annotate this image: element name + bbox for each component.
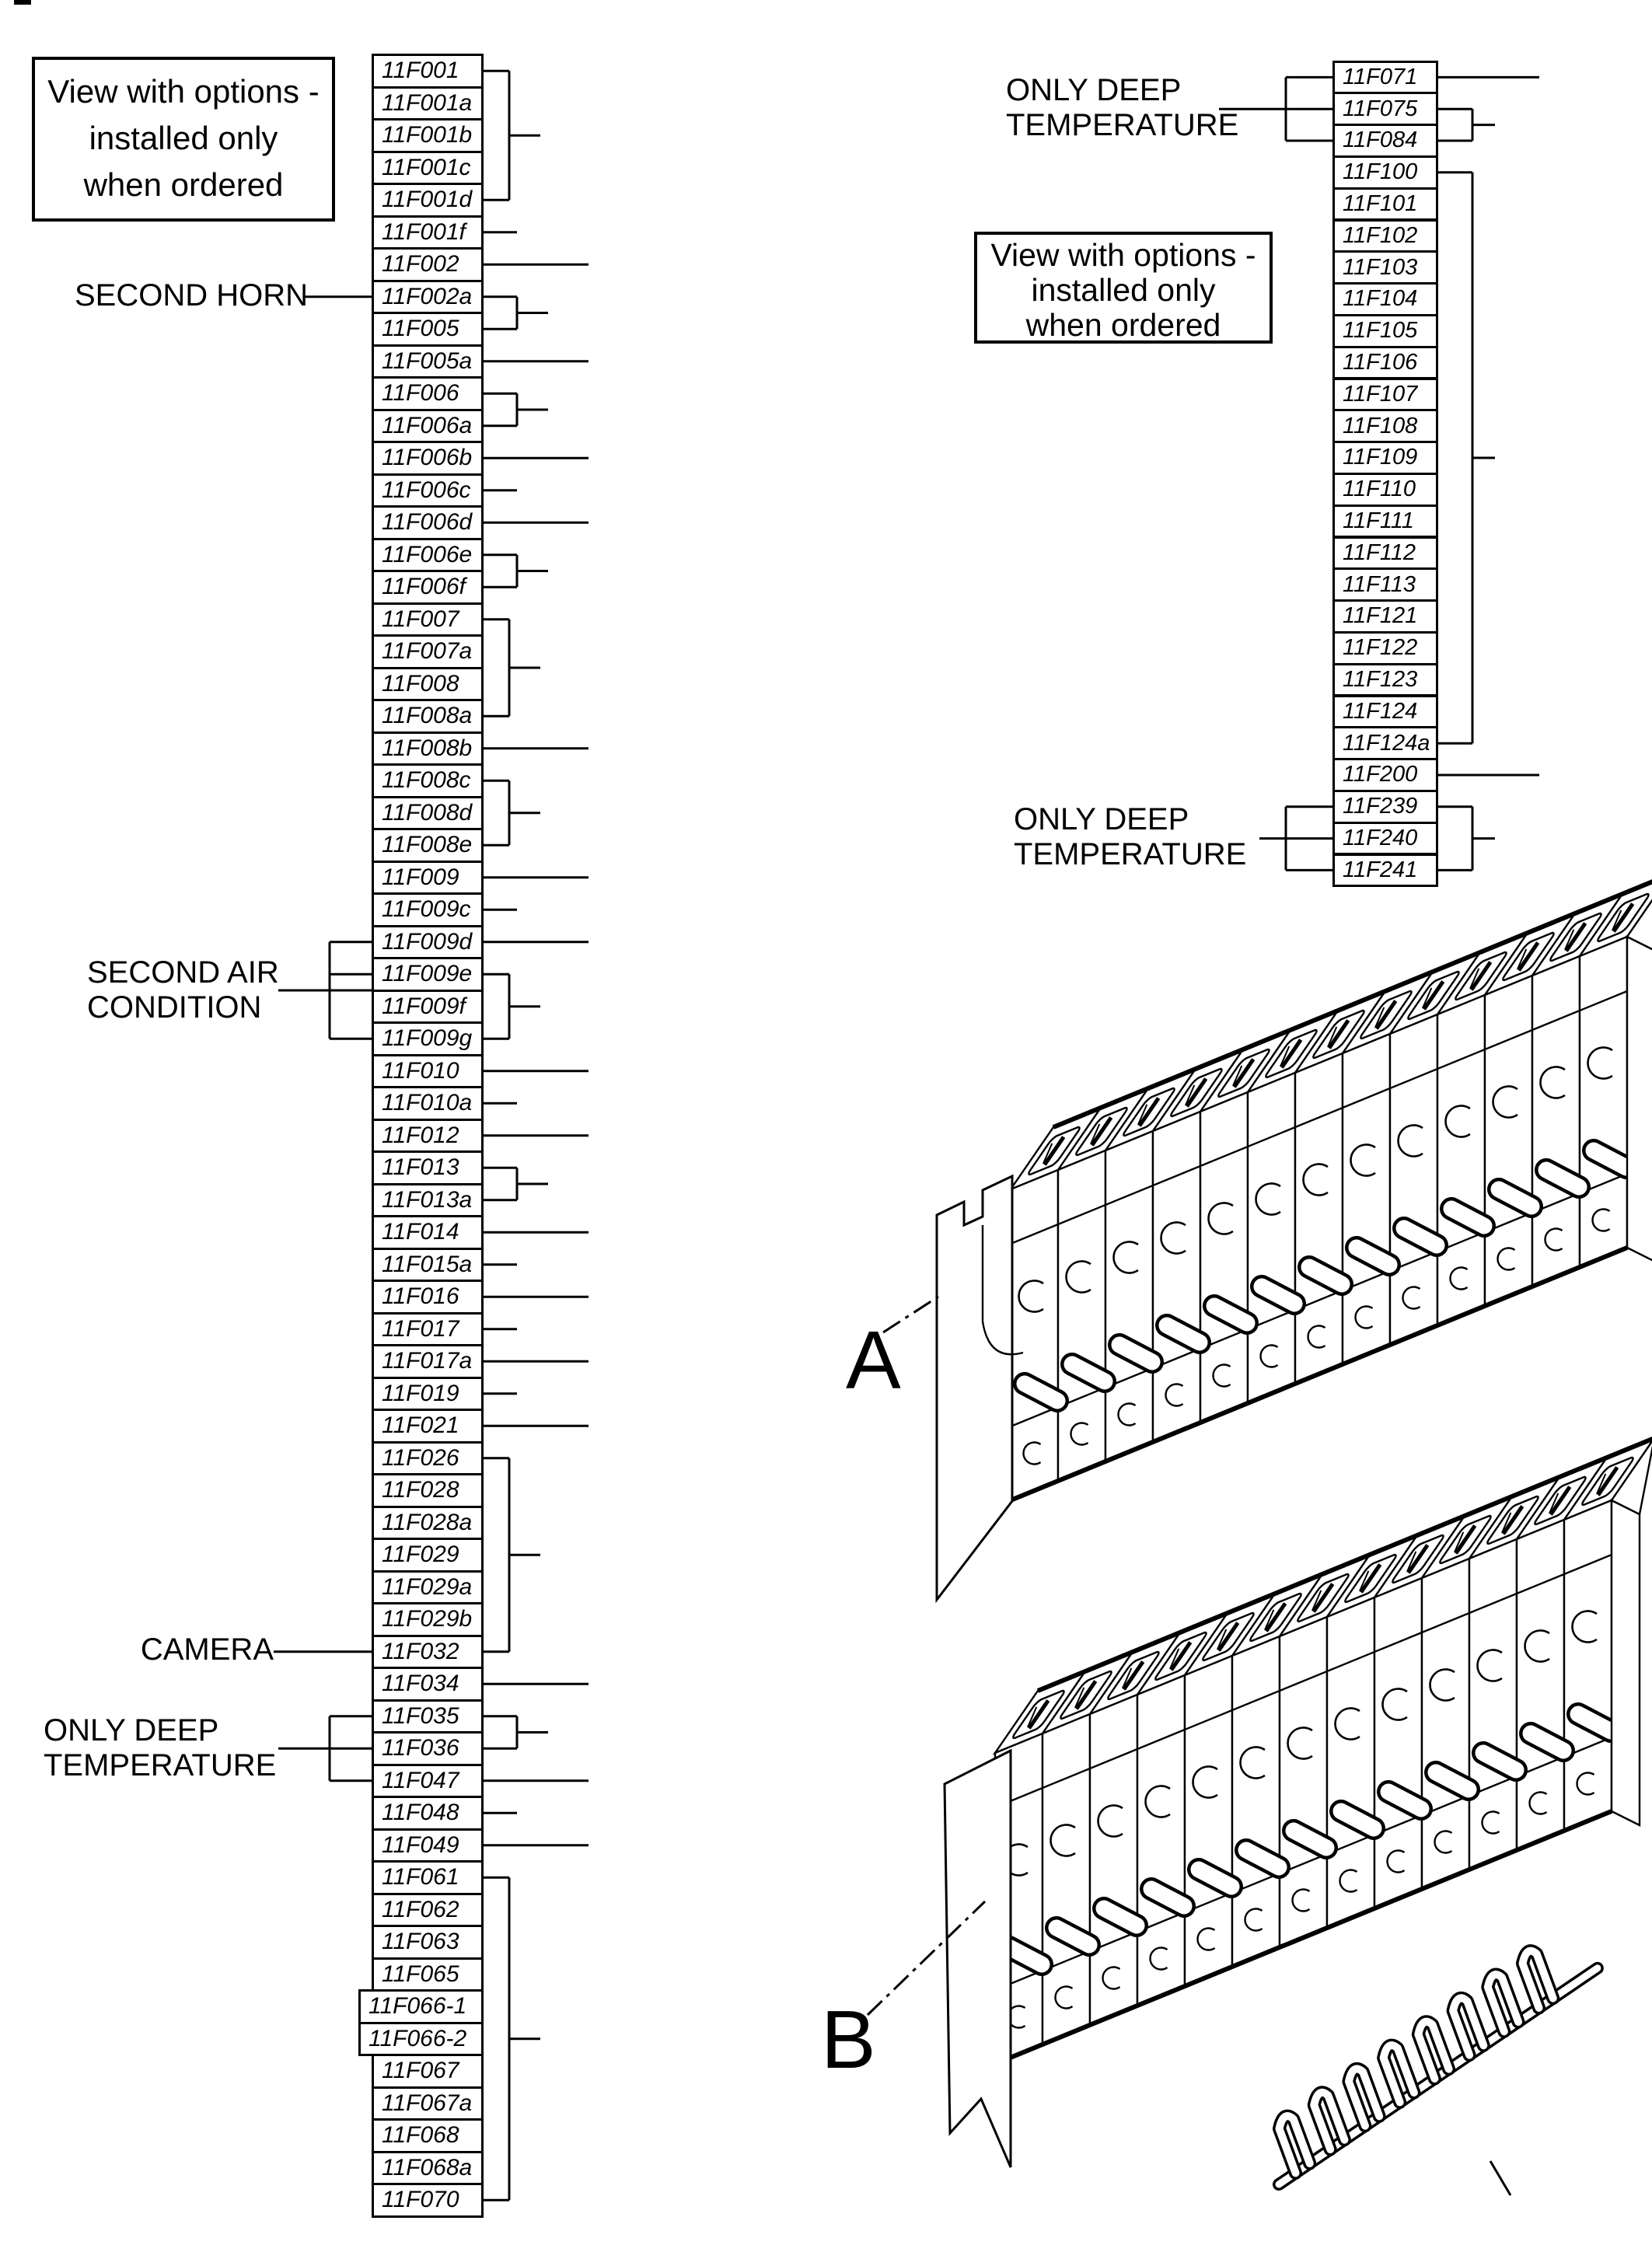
fuse-label-box: 11F007a: [372, 634, 484, 669]
fuse-label-box: 11F029a: [372, 1570, 484, 1605]
fuse-label-box: 11F006b: [372, 441, 484, 476]
fuse-label-box: 11F005a: [372, 344, 484, 379]
note-line: View with options -: [47, 73, 320, 110]
annotation-only-deep-temperature-left: [44, 1713, 276, 1783]
fuse-label-box: 11F062: [372, 1893, 484, 1928]
annotation-camera: [50, 1633, 274, 1666]
fuse-label-box: 11F001b: [372, 118, 484, 153]
annotation-only-deep-temperature-top: [1006, 73, 1238, 143]
fuse-label-box: 11F009g: [372, 1021, 484, 1056]
annotation-text: TEMPERATURE: [1006, 108, 1239, 142]
fuse-label-box: 11F111: [1332, 505, 1438, 539]
fuse-label-box: 11F107: [1332, 378, 1438, 412]
fuse-label-box: 11F102: [1332, 219, 1438, 253]
page-edge-mark: [14, 0, 31, 5]
view-label-b: B: [821, 1994, 876, 2086]
fuse-label-box: 11F006a: [372, 409, 484, 444]
fuse-label-box: 11F108: [1332, 409, 1438, 443]
note-line: when ordered: [83, 166, 284, 203]
fuse-label-box: 11F017: [372, 1312, 484, 1347]
annotation-text: CAMERA: [140, 1632, 274, 1667]
fuse-label-box: 11F009d: [372, 925, 484, 960]
fuse-label-box: 11F048: [372, 1796, 484, 1831]
annotation-text: ONLY DEEP: [1006, 73, 1182, 107]
fuse-label-box: 11F009f: [372, 990, 484, 1025]
fuse-label-box: 11F005: [372, 312, 484, 347]
fuse-label-box: 11F061: [372, 1860, 484, 1895]
fuse-label-box: 11F104: [1332, 282, 1438, 316]
fuse-label-box: 11F013: [372, 1150, 484, 1185]
fuse-label-box: 11F008d: [372, 796, 484, 831]
fuse-label-box: 11F009: [372, 861, 484, 896]
fuse-label-box: 11F121: [1332, 599, 1438, 634]
fuse-label-box: 11F028: [372, 1473, 484, 1508]
annotation-text: TEMPERATURE: [44, 1748, 277, 1782]
fuse-label-box: 11F105: [1332, 314, 1438, 348]
note-box-options-left: [32, 57, 335, 222]
note-line: installed only: [1031, 272, 1216, 308]
note-line: View with options -: [990, 237, 1256, 273]
fuse-label-box: 11F008b: [372, 731, 484, 766]
fuse-label-box: 11F239: [1332, 790, 1438, 824]
fuse-label-box: 11F070: [372, 2183, 484, 2218]
fuse-label-box: 11F122: [1332, 631, 1438, 665]
breaker-bank-b-illustration: [945, 1438, 1652, 2167]
fuse-label-box: 11F068a: [372, 2151, 484, 2186]
fuse-label-box: 11F049: [372, 1828, 484, 1863]
fuse-label-box: 11F010a: [372, 1086, 484, 1121]
annotation-second-air-condition: [87, 955, 279, 1025]
fuse-label-box: 11F113: [1332, 567, 1438, 602]
fuse-label-box: 11F067a: [372, 2086, 484, 2121]
fuse-label-box: 11F028a: [372, 1506, 484, 1541]
fuse-label-box: 11F066-2: [358, 2022, 484, 2057]
annotation-text: ONLY DEEP: [44, 1713, 219, 1747]
fuse-label-box: 11F001a: [372, 86, 484, 121]
fuse-label-box: 11F123: [1332, 663, 1438, 697]
fuse-label-box: 11F101: [1332, 187, 1438, 222]
fuse-label-box: 11F009e: [372, 957, 484, 992]
fuse-label-box: 11F008: [372, 667, 484, 702]
fuse-label-box: 11F071: [1332, 61, 1438, 95]
fuse-label-box: 11F001c: [372, 151, 484, 186]
fuse-label-box: 11F067: [372, 2054, 484, 2089]
fuse-label-box: 11F001f: [372, 215, 484, 250]
fuse-label-box: 11F035: [372, 1699, 484, 1734]
fuse-label-box: 11F032: [372, 1635, 484, 1670]
fuse-label-box: 11F013a: [372, 1183, 484, 1218]
fuse-label-box: 11F021: [372, 1409, 484, 1444]
annotation-text: TEMPERATURE: [1014, 837, 1247, 871]
fuse-label-box: 11F009c: [372, 892, 484, 927]
fuse-label-box: 11F008c: [372, 763, 484, 798]
fuse-label-box: 11F241: [1332, 854, 1438, 888]
fuse-label-box: 11F002a: [372, 280, 484, 315]
fuse-label-box: 11F008a: [372, 699, 484, 734]
view-label-a: A: [846, 1315, 901, 1406]
annotation-text: SECOND HORN: [75, 278, 309, 312]
fuse-label-box: 11F029: [372, 1538, 484, 1573]
fuse-label-box: 11F012: [372, 1119, 484, 1154]
fuse-label-box: 11F008e: [372, 828, 484, 863]
fuse-label-box: 11F034: [372, 1667, 484, 1702]
fuse-label-box: 11F006: [372, 376, 484, 411]
fuse-label-box: 11F026: [372, 1441, 484, 1476]
fuse-label-box: 11F001d: [372, 183, 484, 218]
annotation-only-deep-temperature-bottom: [1014, 802, 1246, 872]
fuse-label-box: 11F075: [1332, 92, 1438, 126]
fuse-label-box: 11F016: [372, 1280, 484, 1315]
fuse-label-box: 11F006c: [372, 473, 484, 508]
fuse-label-box: 11F006d: [372, 505, 484, 540]
fuse-label-box: 11F015a: [372, 1248, 484, 1283]
fuse-label-box: 11F001: [372, 54, 484, 89]
comb-leader-line: [1490, 2161, 1511, 2195]
fuse-label-box: 11F017a: [372, 1344, 484, 1379]
fuse-label-box: 11F110: [1332, 473, 1438, 507]
fuse-label-box: 11F084: [1332, 124, 1438, 158]
fuse-label-box: 11F047: [372, 1764, 484, 1799]
fuse-label-box: 11F014: [372, 1215, 484, 1250]
fuse-label-box: 11F019: [372, 1377, 484, 1412]
fuse-label-box: 11F006e: [372, 538, 484, 573]
fuse-label-box: 11F106: [1332, 346, 1438, 380]
note-line: when ordered: [1025, 307, 1221, 343]
annotation-text: ONLY DEEP: [1014, 802, 1189, 836]
fuse-label-box: 11F109: [1332, 441, 1438, 475]
annotation-text: CONDITION: [87, 990, 262, 1025]
fuse-label-box: 11F068: [372, 2118, 484, 2153]
fuse-label-box: 11F100: [1332, 155, 1438, 190]
fuse-label-box: 11F112: [1332, 536, 1438, 571]
fuse-label-box: 11F007: [372, 602, 484, 637]
fuse-label-box: 11F036: [372, 1731, 484, 1766]
fuse-label-box: 11F103: [1332, 250, 1438, 285]
fuse-label-box: 11F002: [372, 247, 484, 282]
annotation-text: SECOND AIR: [87, 955, 279, 990]
fuse-label-box: 11F124a: [1332, 726, 1438, 760]
note-box-options-right: [974, 232, 1273, 344]
fuse-label-box: 11F065: [372, 1957, 484, 1992]
fuse-label-box: 11F066-1: [358, 1989, 484, 2024]
note-line: installed only: [89, 120, 278, 156]
fuse-label-box: 11F029b: [372, 1602, 484, 1637]
fuse-label-box: 11F006f: [372, 570, 484, 605]
fuse-label-box: 11F063: [372, 1925, 484, 1960]
annotation-second-horn: [75, 278, 309, 312]
fuse-label-box: 11F010: [372, 1054, 484, 1089]
jumper-comb-illustration: [1279, 1951, 1598, 2195]
fuse-label-box: 11F124: [1332, 695, 1438, 729]
fuse-label-box: 11F200: [1332, 758, 1438, 792]
fuse-label-box: 11F240: [1332, 822, 1438, 856]
